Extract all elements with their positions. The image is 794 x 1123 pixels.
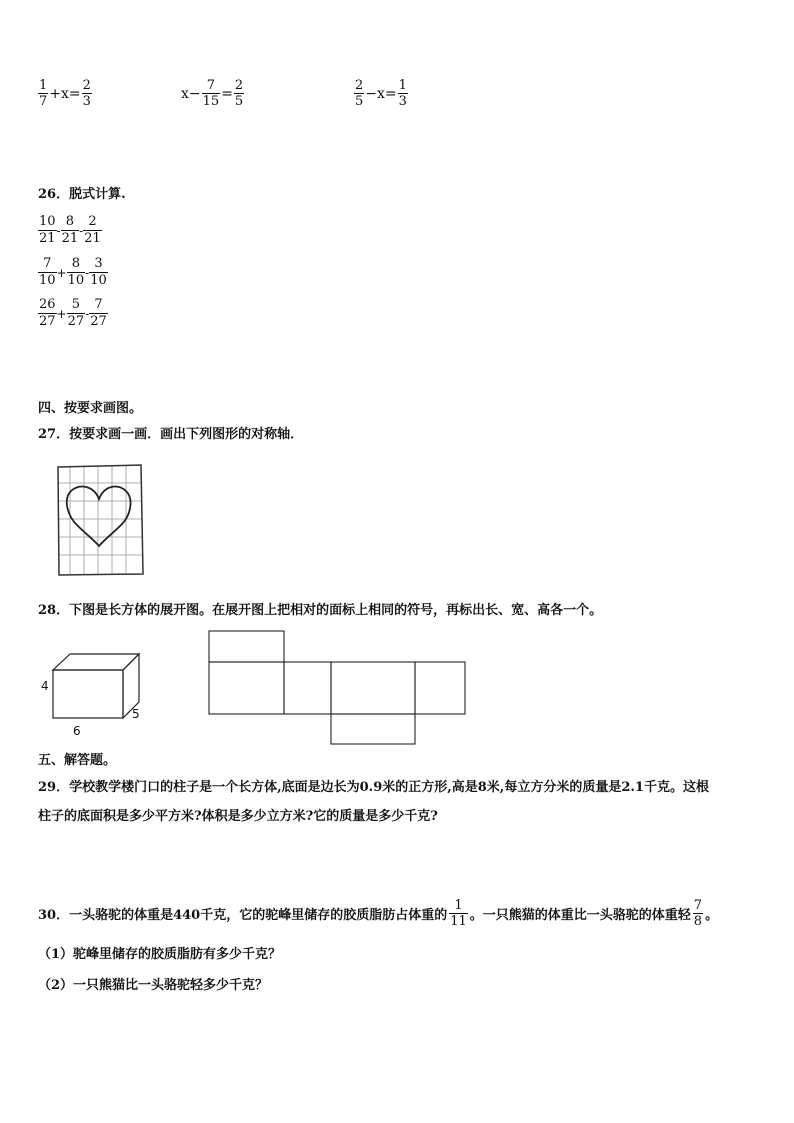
cuboid-height-label: 4 xyxy=(41,679,49,693)
fraction: $\frac{3}{10}$ xyxy=(90,256,107,288)
operator: - xyxy=(56,223,61,238)
net-face-center xyxy=(331,662,415,714)
operator: - xyxy=(85,306,90,321)
operator: - xyxy=(79,223,84,238)
fraction: $\frac{2}{5}$ xyxy=(234,78,244,109)
question-30-sub-2: （2）一只熊猫比一头骆驼轻多少千克？ xyxy=(38,978,269,993)
question-26-title: 26．脱式计算. xyxy=(38,187,126,202)
net-face-top xyxy=(209,631,284,662)
fraction: $\frac{5}{27}$ xyxy=(67,297,85,329)
cuboid-width-label: 5 xyxy=(132,707,140,721)
fraction: $\frac{7}{8}$ xyxy=(693,898,703,929)
equation-operator: = xyxy=(221,85,233,102)
operator: + xyxy=(56,265,67,280)
fraction: $\frac{2}{21}$ xyxy=(84,214,101,246)
operator: + xyxy=(56,306,67,321)
equation-3 xyxy=(354,78,408,109)
net-face-right xyxy=(415,662,465,714)
cuboid-length-label: 6 xyxy=(73,724,81,738)
fraction: $\frac{7}{10}$ xyxy=(39,256,56,288)
fraction: $\frac{7}{15}$ xyxy=(202,78,220,109)
question-30-text-1: 30．一头骆驼的体重是440千克，它的驼峰里储存的胶质脂肪占体重的 xyxy=(38,908,448,923)
equation-lead: x− xyxy=(181,85,201,102)
equation-operator: −x= xyxy=(365,85,397,102)
question-28: 28．下图是长方体的展开图。在展开图上把相对的面标上相同的符号，再标出长、宽、高各一个。 xyxy=(38,603,603,618)
operator: - xyxy=(85,265,90,280)
equation-1 xyxy=(38,78,92,109)
fraction: $\frac{7}{27}$ xyxy=(90,297,107,329)
fraction: $\frac{1}{3}$ xyxy=(398,78,407,109)
cuboid-front-face xyxy=(53,670,123,718)
cuboid-net-diagram xyxy=(208,630,468,746)
fraction: $\frac{1}{7}$ xyxy=(39,78,48,109)
fraction: $\frac{10}{21}$ xyxy=(39,214,56,246)
question-30 xyxy=(38,898,718,929)
question-30-text-3: 。 xyxy=(705,908,719,923)
section-5-heading: 五、解答题。 xyxy=(38,753,117,768)
question-30-sub-1: （1）驼峰里储存的胶质脂肪有多少千克？ xyxy=(38,947,282,962)
question-29-line-2: 柱子的底面积是多少平方米?体积是多少立方米?它的质量是多少千克? xyxy=(38,809,438,824)
equation-operator: +x= xyxy=(49,85,81,102)
calc-row-2 xyxy=(38,256,108,289)
net-face-middle-left xyxy=(284,662,331,714)
calc-row-3 xyxy=(38,297,108,330)
equation-2 xyxy=(180,78,244,109)
net-face-bottom xyxy=(331,714,415,744)
grid-lines xyxy=(58,466,142,574)
section-4-heading: 四、按要求画图。 xyxy=(38,401,143,416)
net-face-left xyxy=(209,662,284,714)
fraction: $\frac{2}{5}$ xyxy=(355,78,364,109)
question-30-text-2: 。一只熊猫的体重比一头骆驼的体重轻 xyxy=(469,908,691,923)
heart-grid-figure xyxy=(56,464,146,576)
question-29-line-1: 29．学校教学楼门口的柱子是一个长方体,底面是边长为0.9米的正方形,高是8米,每立方分米的质量是2.1千克。这根 xyxy=(38,780,709,795)
grid-border xyxy=(58,465,143,575)
cuboid-figure xyxy=(52,652,142,720)
fraction: $\frac{26}{27}$ xyxy=(39,297,56,329)
calc-row-1 xyxy=(38,214,102,247)
fraction: $\frac{8}{21}$ xyxy=(61,214,79,246)
fraction: $\frac{8}{10}$ xyxy=(67,256,85,288)
fraction: $\frac{2}{3}$ xyxy=(82,78,91,109)
fraction: $\frac{1}{11}$ xyxy=(450,898,467,929)
question-27: 27．按要求画一画．画出下列图形的对称轴． xyxy=(38,427,304,442)
